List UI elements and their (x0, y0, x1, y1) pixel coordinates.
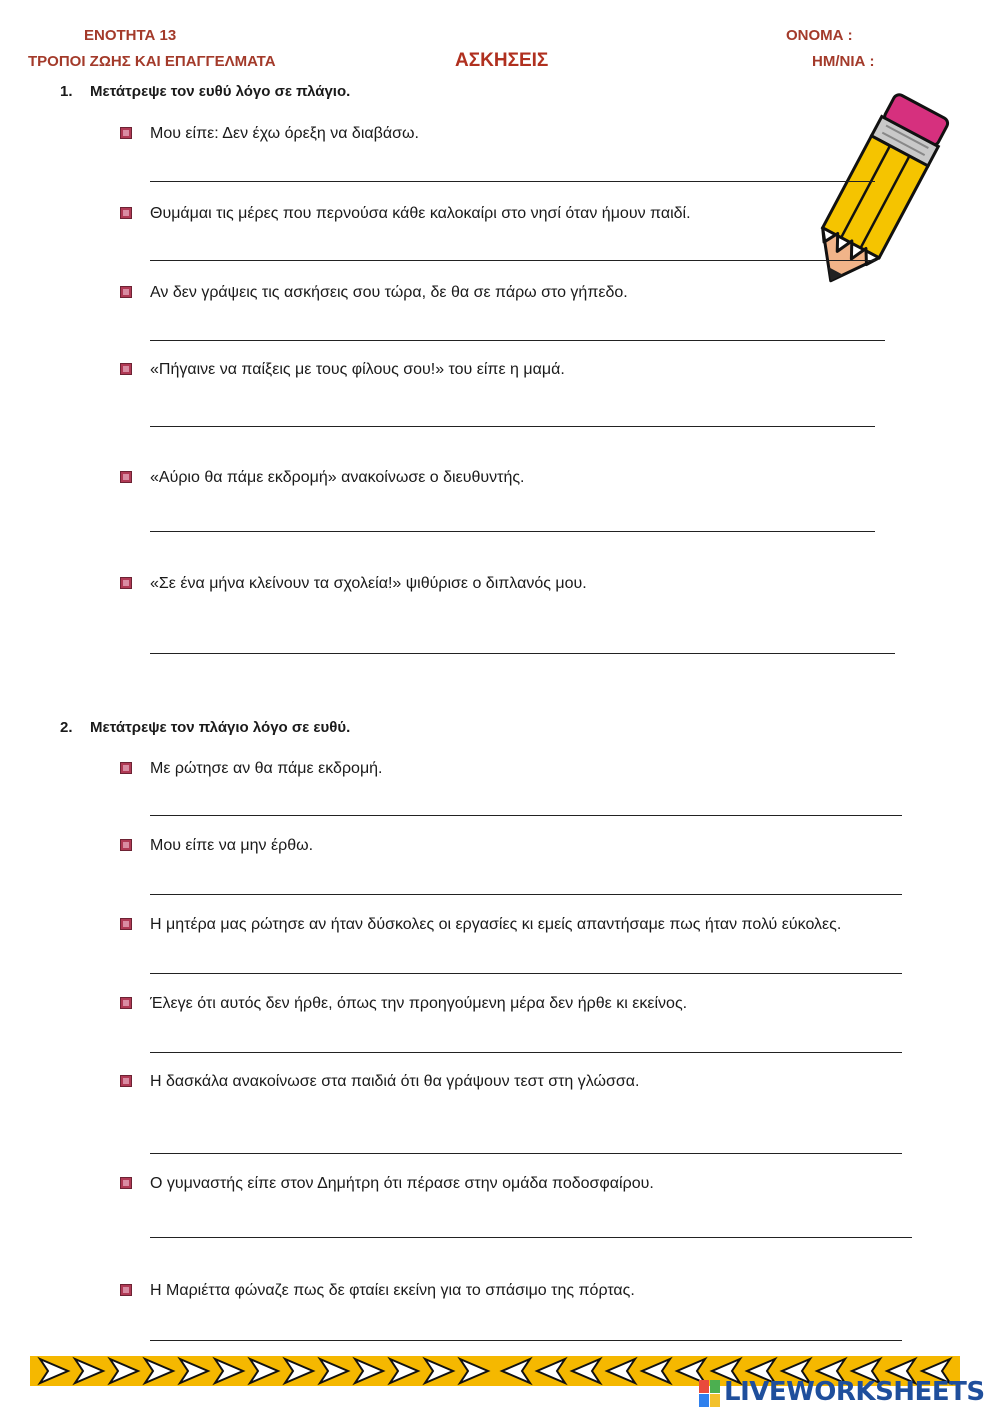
date-label: ΗΜ/ΝΙΑ : (812, 53, 875, 70)
answer-input[interactable] (150, 629, 899, 655)
bullet-icon (120, 1284, 132, 1296)
answer-line (150, 1237, 912, 1238)
bullet-icon (120, 127, 132, 139)
bullet-icon (120, 997, 132, 1009)
unit-label: ΕΝΟΤΗΤΑ 13 (84, 27, 177, 44)
answer-input[interactable] (150, 507, 879, 533)
bullet-icon (120, 577, 132, 589)
page-title: ΑΣΚΗΣΕΙΣ (455, 50, 549, 71)
answer-input[interactable] (150, 1129, 906, 1155)
date-input[interactable] (890, 48, 994, 74)
answer-line (150, 426, 875, 427)
answer-line (150, 340, 885, 341)
answer-input[interactable] (150, 870, 906, 896)
liveworksheets-logo-icon (698, 1378, 722, 1410)
bullet-icon (120, 363, 132, 375)
bullet-icon (120, 918, 132, 930)
answer-line (150, 260, 875, 261)
bullet-icon (120, 839, 132, 851)
answer-input[interactable] (150, 1213, 916, 1239)
answer-line (150, 653, 895, 654)
answer-line (150, 1153, 902, 1154)
answer-input[interactable] (150, 1028, 906, 1054)
answer-line (150, 531, 875, 532)
answer-input[interactable] (150, 236, 884, 262)
bullet-icon (120, 1177, 132, 1189)
pencil-icon (800, 88, 960, 293)
liveworksheets-brand: LIVEWORKSHEETS (724, 1377, 985, 1407)
answer-input[interactable] (150, 402, 879, 428)
section-2-heading: 2. Μετάτρεψε τον πλάγιο λόγο σε ευθύ. (60, 719, 351, 736)
bullet-icon (120, 207, 132, 219)
answer-line (150, 815, 902, 816)
bullet-icon (120, 286, 132, 298)
answer-line (150, 894, 902, 895)
name-input[interactable] (865, 22, 989, 48)
answer-line (150, 973, 902, 974)
answer-input[interactable] (150, 157, 884, 183)
bullet-icon (120, 1075, 132, 1087)
answer-input[interactable] (150, 1316, 906, 1342)
answer-line (150, 1052, 902, 1053)
answer-input[interactable] (150, 316, 889, 342)
section-1-heading: 1. Μετάτρεψε τον ευθύ λόγο σε πλάγιο. (60, 83, 351, 100)
bullet-icon (120, 471, 132, 483)
answer-input[interactable] (150, 949, 906, 975)
bullet-icon (120, 762, 132, 774)
topic-label: ΤΡΟΠΟΙ ΖΩΗΣ ΚΑΙ ΕΠΑΓΓΕΛΜΑΤΑ (28, 53, 276, 70)
answer-input[interactable] (150, 791, 906, 817)
answer-line (150, 181, 875, 182)
name-label: ΟΝΟΜΑ : (786, 27, 853, 44)
answer-line (150, 1340, 902, 1341)
